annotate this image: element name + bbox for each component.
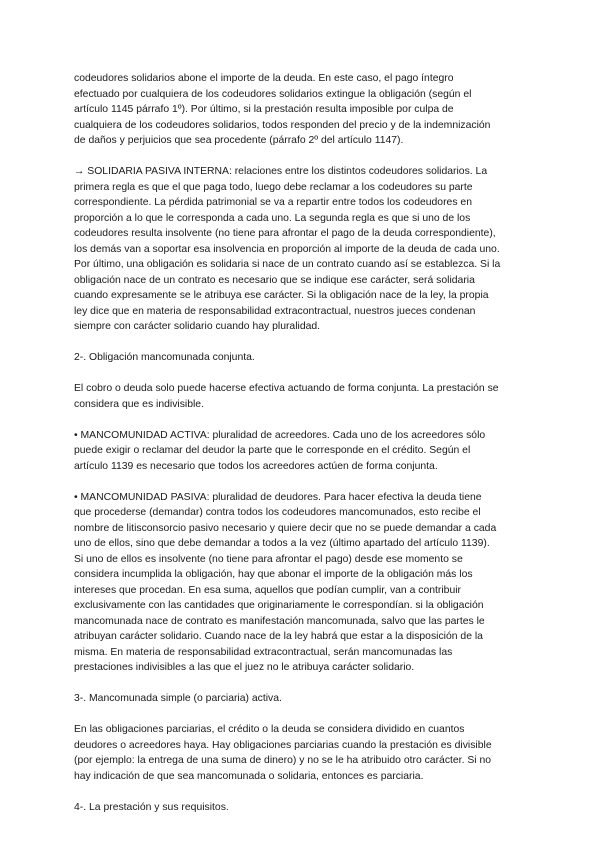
text-line: nombre de litisconsorcio pasivo necesario y quiere decir que no se puede demandar a cada	[74, 522, 497, 534]
text-line: obligación nace de un contrato es necesario que se indique ese carácter, será solidaria	[74, 274, 475, 286]
text-line: ley dice que en materia de responsabilidad extracontractual, nuestros jueces condenan	[74, 305, 476, 317]
text-line: • MANCOMUNIDAD ACTIVA: pluralidad de acreedores. Cada uno de los acreedores sólo	[74, 429, 486, 441]
text-line: correspondiente. La pérdida patrimonial se va a repartir entre todos los codeudores en	[74, 197, 472, 208]
text-line: hay indicación de que sea mancomunada o solidaria, entonces es parciaria.	[74, 770, 424, 782]
paragraph-cobro-conjunto	[74, 381, 534, 412]
paragraph-mancomunidad-activa	[74, 428, 534, 475]
text-line: misma. En materia de responsabilidad extracontractual, serán mancomunadas las	[74, 646, 453, 658]
paragraph-mancomunidad-pasiva	[74, 490, 534, 676]
text-line: efectuado por cualquiera de los codeudores solidarios extingue la obligación (según el	[74, 88, 472, 100]
text-line: codeudores resulta insolvente (no tiene para afrontar el pago de la deuda correspondiente),	[74, 228, 496, 239]
text-line: deudores o acreedores haya. Hay obligaciones parciarias cuando la prestación es divisible	[74, 739, 492, 751]
text-line: que procederse (demandar) contra todos los codeudores mancomunados, esto recibe el	[74, 507, 481, 518]
text-line: atribuyan carácter solidario. Cuando nace de la ley habrá que estar a la disposición de la	[74, 631, 483, 642]
text-line: mancomunada nace de contrato es manifestación mancomunada, salvo que las partes le	[74, 615, 485, 627]
paragraph-obligaciones-parciarias	[74, 722, 534, 784]
text-line: Por último, una obligación es solidaria si nace de un contrato cuando así se establezca. Si la	[74, 259, 501, 270]
text-line: Si uno de ellos es insolvente (no tiene para afrontar el pago) desde ese momento se	[74, 553, 463, 565]
text-line: cualquiera de los codeudores solidarios, todos responden del precio y de la indemnización	[74, 119, 491, 131]
heading-line: 2-. Obligación mancomunada conjunta.	[74, 352, 255, 363]
text-line: los demás van a soportar esa insolvencia en proporción al importe de la deuda de cada uno.	[74, 243, 500, 255]
text-line: siempre con carácter solidario cuando hay pluralidad.	[74, 321, 321, 332]
text-line: En las obligaciones parciarias, el crédito o la deuda se considera dividido en cuantos	[74, 724, 465, 735]
text-line: de daños y perjuicios que sea procedente (párrafo 2º del artículo 1147).	[74, 135, 404, 146]
text-line: intereses que procedan. En esa suma, aquellos que podían cumplir, van a contribuir	[74, 584, 462, 596]
heading-line: 3-. Mancomunada simple (o parciaria) activa.	[74, 693, 282, 704]
text-line: exclusivamente con las cantidades que originariamente le correspondían. si la obligación	[74, 600, 484, 611]
text-line: considera incumplida la obligación, hay que abonar el importe de la obligación más los	[74, 569, 473, 580]
text-line: proporción a lo que le corresponda a cada uno. La segunda regla es que si uno de los	[74, 212, 471, 224]
text-line: primera regla es que el que paga todo, luego debe reclamar a los codeudores su parte	[74, 181, 473, 193]
text-line: • MANCOMUNIDAD PASIVA: pluralidad de deudores. Para hacer efectiva la deuda tiene	[74, 491, 482, 503]
text-line: artículo 1139 es necesario que todos los acreedores actúen de forma conjunta.	[74, 460, 438, 472]
text-line: artículo 1145 párrafo 1º). Por último, si la prestación resulta imposible por culpa de	[74, 104, 454, 115]
text-line: prestaciones indivisibles a las que el juez no le atribuya carácter solidario.	[74, 662, 415, 673]
text-line: cuando expresamente se le atribuya ese carácter. Si la obligación nace de la ley, la propia	[74, 290, 489, 301]
text-line: considera que es indivisible.	[74, 398, 204, 410]
paragraph-solidaria-activa-end	[74, 71, 534, 149]
text-line: codeudores solidarios abone el importe de la deuda. En este caso, el pago íntegro	[74, 73, 454, 84]
section-heading-mancomunada-conjunta	[74, 350, 534, 366]
text-line: puede exigir o reclamar del deudor la parte que le corresponde en el crédito. Según el	[74, 445, 471, 456]
section-heading-mancomunada-simple	[74, 691, 534, 707]
section-heading-prestacion-requisitos	[74, 800, 534, 816]
text-line: uno de ellos, sino que debe demandar a todos a la vez (último apartado del artículo 1139).	[74, 538, 490, 549]
paragraph-solidaria-pasiva-interna	[74, 164, 534, 335]
document-page	[74, 71, 534, 815]
text-line: El cobro o deuda solo puede hacerse efectiva actuando de forma conjunta. La prestación se	[74, 383, 499, 394]
text-line: → SOLIDARIA PASIVA INTERNA: relaciones entre los distintos codeudores solidarios. La	[74, 166, 488, 177]
text-line: (por ejemplo: la entrega de una suma de dinero) y no se le ha atribuido otro carácter. Si no	[74, 755, 492, 766]
heading-line: 4-. La prestación y sus requisitos.	[74, 801, 229, 813]
